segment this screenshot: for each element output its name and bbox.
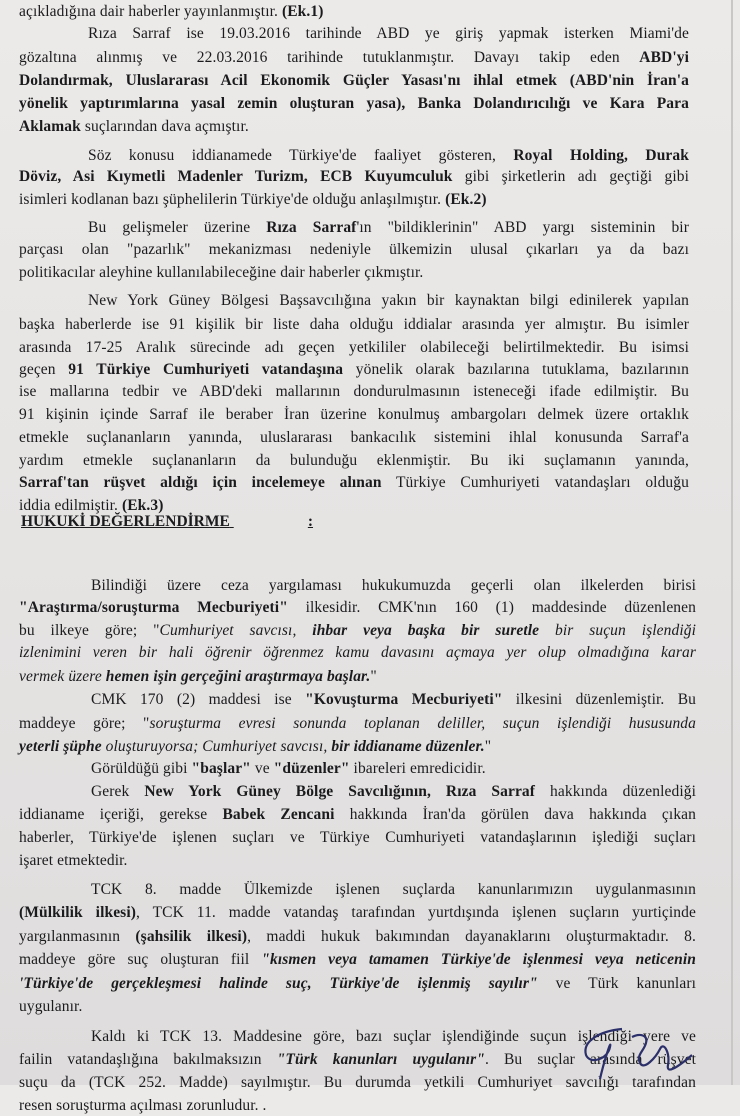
text-line [91, 759, 486, 779]
text-segment: hakkında İran'da görülen dava hakkında çıkan [334, 806, 697, 823]
text-segment: arasında 17-25 Aralık sürecinde adı geçen yetkililer olabileceği belirtilmektedir. Bu isimsi [19, 339, 689, 356]
text-segment: ilkesini düzenlemiştir. Bu [502, 691, 696, 708]
text-segment: Sarraf'tan rüşvet aldığı için incelemeye alınan [19, 474, 382, 491]
text-segment: Cumhuriyet savcısı, [159, 622, 313, 639]
text-segment: yönelik olarak bazılarına tutuklama, bazılarının [343, 361, 689, 378]
text-segment: parçası olan "pazarlık" mekanizması nedeniyle ülkemizin ulusal çıkarları ya da bazı [19, 241, 689, 258]
text-segment: CMK 170 (2) maddesi ise [91, 691, 306, 708]
text-segment: soruşturma evresi sonunda toplanan deliller, suçun işlendiği hususunda [149, 715, 696, 732]
text-line [19, 71, 689, 91]
page-edge-shadow [731, 0, 733, 1085]
text-segment: isimleri kodlanan bazı şüphelilerin Türkiye'de olduğu anlaşılmıştır. [19, 191, 446, 208]
text-segment: ve Türk kanunları [537, 975, 696, 992]
text-segment: uygulanır. [19, 998, 83, 1015]
text-segment: maddeye göre suç oluşturan fiil [19, 951, 262, 968]
text-segment: Söz konusu iddianamede Türkiye'de faaliyet gösteren, [88, 147, 514, 164]
text-segment: 91 Türkiye Cumhuriyeti vatandaşına [68, 361, 344, 378]
text-segment: Rıza Sarraf [266, 219, 357, 236]
text-segment: başka haberlerde ise 91 kişilik bir liste daha olduğu iddialar arasında yer almıştır. Bu isimler [19, 316, 689, 333]
text-line [19, 2, 324, 22]
text-line [19, 263, 423, 283]
text-segment: ve [250, 760, 274, 777]
text-line [88, 24, 689, 44]
text-segment: "Kovuşturma Mecburiyeti" [305, 691, 503, 708]
text-segment: 91 kişinin içinde Sarraf ile beraber İran üzerine konulmuş ambargoları delmek üzere ortaklık [19, 406, 689, 423]
text-line [91, 880, 696, 900]
text-segment: New York Güney Bölgesi Başsavcılığına yakın bir kaynaktan bilgi edinilerek yapılan [88, 292, 689, 309]
text-segment: "başlar" [191, 760, 251, 777]
text-segment: ABD'yi [639, 49, 689, 66]
text-line [19, 167, 689, 187]
text-segment: hakkında düzenlediği [535, 783, 696, 800]
text-line [91, 690, 696, 710]
text-segment: (Ek.2) [445, 191, 487, 208]
text-segment: bu ilkeye göre; " [19, 622, 160, 639]
text-segment: TCK 8. madde Ülkemizde işlenen suçlarda kanunlarımızın uygulanmasının [91, 881, 696, 898]
text-line [19, 643, 696, 663]
section-heading [21, 513, 313, 531]
text-segment: " [484, 738, 492, 755]
text-segment: Bilindiği üzere ceza yargılaması hukukumuzda geçerli olan ilkelerden birisi [91, 577, 696, 594]
text-segment: Bu gelişmeler üzerine [88, 219, 267, 236]
section-heading-colon: : [307, 513, 314, 530]
text-segment: Babek Zencani [222, 806, 335, 823]
text-segment: bir suçun işlendiği [539, 622, 697, 639]
text-line [19, 927, 696, 947]
text-segment: "Türk kanunları uygulanır" [276, 1051, 485, 1068]
handwritten-signature [560, 1015, 710, 1085]
text-segment: gibi şirketlerin adı geçtiği gibi [452, 168, 689, 185]
text-segment: maddeye göre; " [19, 715, 150, 732]
text-segment: (Mülkilik ilkesi) [19, 904, 136, 921]
text-line [19, 598, 696, 618]
text-segment: Royal Holding, Durak [513, 147, 689, 164]
text-line [91, 782, 696, 802]
text-segment: , TCK 11. madde vatandaş tarafından yurtdışında işlenen suçların yurtiçinde [136, 904, 696, 921]
text-line [19, 714, 696, 734]
text-segment: yargılanmasının [19, 928, 136, 945]
text-line [19, 190, 487, 210]
text-line [19, 737, 491, 757]
text-segment: vermek üzere [19, 668, 106, 685]
text-segment: 'ın "bildiklerinin" ABD yargı sisteminin bir [356, 219, 689, 236]
text-segment: (Ek.3) [121, 497, 164, 514]
text-segment: Döviz, Asi Kıymetli Madenler Turizm, ECB Kuyumculuk [19, 168, 453, 185]
text-line [19, 117, 249, 137]
text-segment: iddia edilmiştir. [19, 497, 122, 514]
text-line [19, 1096, 267, 1116]
text-segment: . Bu suçlar arasında rüşvet [484, 1051, 696, 1068]
text-segment: Görüldüğü gibi [91, 760, 192, 777]
text-segment: haberler, Türkiye'de işlenen suçları ve Türkiye Cumhuriyeti vatandaşlarının işlediği suçları [19, 829, 696, 846]
text-line [19, 94, 689, 114]
text-segment: açıkladığına dair haberler yayınlanmıştır. [19, 3, 282, 20]
text-segment: Türkiye Cumhuriyeti vatandaşları olduğu [381, 474, 689, 491]
text-line [88, 291, 689, 311]
text-line [19, 851, 128, 871]
text-line [19, 997, 82, 1017]
text-segment: ibareleri emredicidir. [349, 760, 486, 777]
text-segment: resen soruşturma açılması zorunludur. . [19, 1097, 267, 1114]
text-line [88, 218, 689, 238]
text-segment: yönelik yaptırımlarına yasal zemin oluşturan yasa), Banka Dolandırıcılığı ve Kara Para [19, 95, 689, 112]
text-segment: (şahsilik ilkesi) [135, 928, 248, 945]
text-segment: , maddi hukuk bakımından dayanaklarını oluşturmaktadır. 8. [247, 928, 696, 945]
text-segment: politikacılar aleyhine kullanılabileceğine dair haberler çıkmıştır. [19, 264, 424, 281]
text-line [19, 903, 696, 923]
text-segment: 'Türkiye'de gerçekleşmesi halinde suç, Türkiye'de işlenmiş sayılır" [19, 975, 538, 992]
text-line [19, 240, 689, 260]
text-line [91, 576, 696, 596]
text-segment: failin vatandaşlığına bakılmaksızın [19, 1051, 277, 1068]
text-segment: suçlarından dava açmıştır. [80, 118, 249, 135]
text-segment: oluşturuyorsa; Cumhuriyet savcısı, [101, 738, 332, 755]
text-segment: ihbar veya başka bir suretle [312, 622, 540, 639]
text-line [19, 667, 377, 687]
text-segment: ilkesidir. CMK'nın 160 (1) maddesinde düzenlenen [287, 599, 696, 616]
text-line [19, 338, 689, 358]
text-segment: Gerek [91, 783, 145, 800]
text-segment: New York Güney Bölge Savcılığının, Rıza Sarraf [144, 783, 536, 800]
text-line [19, 315, 689, 335]
text-line [19, 805, 696, 825]
text-segment: Rıza Sarraf ise 19.03.2016 tarihinde ABD ye giriş yapmak isterken Miami'de [88, 25, 689, 42]
text-segment: yardım etmekle suçlananların da bulunduğu eklenmiştir. Bu iki suçlamanın yanında, [19, 452, 689, 469]
text-line [19, 428, 689, 448]
text-line [19, 48, 689, 68]
text-line [19, 360, 689, 380]
text-segment: yeterli şüphe [19, 738, 102, 755]
text-line [88, 146, 689, 166]
text-segment: "Araştırma/soruşturma Mecburiyeti" [19, 599, 288, 616]
text-segment: suçu da (TCK 252. Madde) sayılmıştır. Bu durumda yetkili Cumhuriyet savcılığı tarafından [19, 1074, 696, 1091]
text-segment: izlenimini veren bir hali öğrenir öğrenmez kamu davasını açmaya yer olup olmadığına karar [19, 644, 696, 661]
text-segment: geçen [19, 361, 69, 378]
text-line [19, 974, 696, 994]
text-segment: Kaldı ki TCK 13. Maddesine göre, bazı suçlar işlendiğinde suçun işlendiği yere ve [91, 1028, 696, 1045]
text-line [19, 405, 689, 425]
text-line [19, 828, 696, 848]
text-segment: Dolandırmak, Uluslararası Acil Ekonomik Güçler Yasası'nı ihlal etmek (ABD'nin İran'a [19, 72, 689, 89]
text-segment: Aklamak [19, 118, 81, 135]
text-segment: etmekle suçlananların yanında, uluslararası bankacılık sistemini ihlal konusunda Sarraf'a [19, 429, 689, 446]
text-segment: iddianame içeriği, gerekse [19, 806, 223, 823]
text-line [19, 451, 689, 471]
text-line [19, 621, 696, 641]
text-segment: " [370, 668, 377, 685]
text-segment: hemen işin gerçeğini araştırmaya başlar. [105, 668, 371, 685]
text-segment: (Ek.1) [281, 3, 324, 20]
text-segment: gözaltına alınmış ve 22.03.2016 tarihinde tutuklanmıştır. Davayı takip eden [19, 49, 640, 66]
text-segment: işaret etmektedir. [19, 852, 128, 869]
text-segment: bir iddianame düzenler. [331, 738, 485, 755]
section-heading-text: HUKUKİ DEĞERLENDİRME [21, 513, 230, 530]
text-line [19, 950, 696, 970]
text-segment: "düzenler" [273, 760, 350, 777]
text-line [19, 382, 689, 402]
text-segment: "kısmen veya tamamen Türkiye'de işlenmesi veya neticenin [261, 951, 696, 968]
text-segment: ise mallarına tedbir ve ABD'deki mallarının dondurulmasının isteneceği ifade edilmiştir. Bu [19, 383, 689, 400]
text-line [19, 473, 689, 493]
